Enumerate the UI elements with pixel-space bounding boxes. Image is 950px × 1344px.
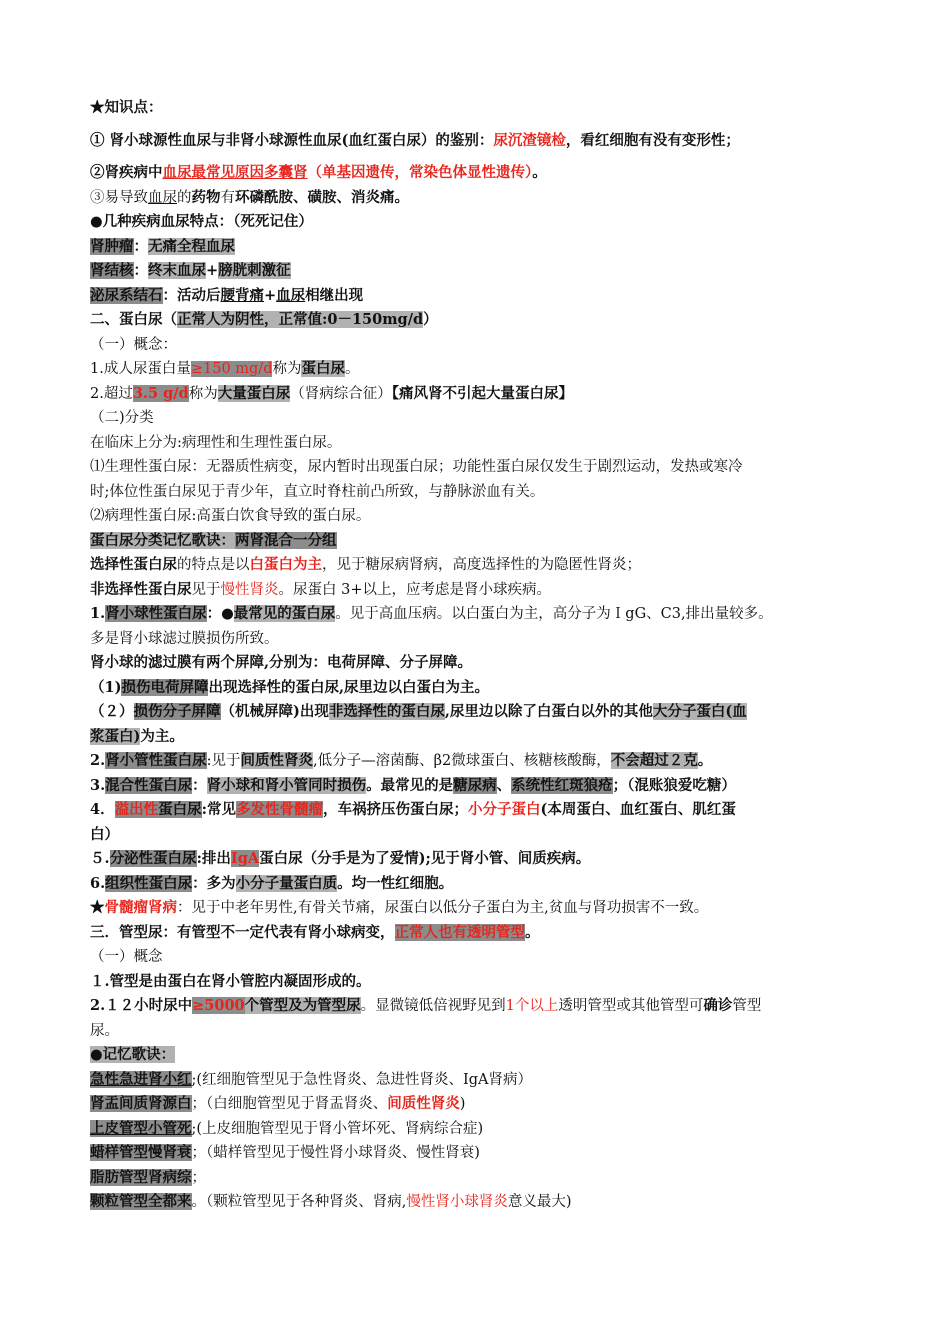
text-line — [90, 333, 870, 358]
text-run: 白） — [90, 825, 119, 843]
text-run: 慢性肾小球肾炎 — [406, 1194, 508, 1210]
text-run: 。 — [525, 923, 540, 941]
text-run: ： — [133, 262, 148, 279]
text-run: 非选择性蛋白尿 — [90, 580, 192, 598]
text-run: 有 — [220, 189, 235, 206]
text-line — [90, 1043, 870, 1068]
text-run: ≥150 mg/d — [190, 361, 273, 377]
text-run: 肾小球性蛋白尿 — [105, 605, 207, 622]
text-run: ；（混账狼爱吃糖） — [612, 776, 736, 794]
text-run: 骨髓瘤肾病 — [104, 899, 177, 916]
text-run: （1) — [90, 678, 122, 696]
text-line — [90, 896, 870, 921]
text-run: 溢出性 — [114, 801, 159, 818]
text-run: 的特点是以 — [177, 557, 250, 573]
text-run: 血尿最常见原因多囊肾 — [162, 164, 308, 181]
text-line — [90, 431, 870, 456]
text-run: ●几种疾病血尿特点：（死死记住） — [90, 213, 313, 230]
text-run: IgA — [230, 850, 260, 867]
text-run: 蛋白尿（分手是为了爱情);见于肾小管、间质疾病。 — [259, 850, 591, 867]
text-line — [90, 1092, 870, 1117]
text-run: ;(红细胞管型见于急性肾炎、急进性肾炎、IgA肾病） — [191, 1071, 533, 1088]
text-run: ；（白细胞管型见于肾盂肾炎、 — [191, 1096, 388, 1112]
text-line — [90, 1141, 870, 1166]
text-run: ：● — [206, 605, 234, 622]
text-line — [90, 480, 870, 505]
text-run: 最常见的蛋白尿 — [233, 605, 336, 622]
text-run: 2. — [90, 752, 106, 769]
text-run: ,尿里边以除了白蛋白以外的其他 — [444, 703, 653, 720]
text-run: ③易导致 — [90, 189, 148, 206]
text-line — [90, 578, 870, 603]
text-run: 管型 — [732, 998, 762, 1014]
text-run: ②肾疾病中 — [90, 164, 163, 181]
text-run: 大量蛋白尿 — [217, 384, 291, 402]
text-run: ★知识点： — [90, 99, 163, 116]
text-run: ;(上皮细胞管型见于肾小管坏死、肾病综合症) — [191, 1120, 484, 1137]
text-run: ① 肾小球源性血尿与非肾小球源性血尿(血红蛋白尿）的鉴别： — [90, 131, 494, 149]
text-run: 。（颗粒管型见于各种肾炎、肾病, — [191, 1194, 407, 1210]
text-run: 、 — [496, 776, 512, 794]
text-run: 泌尿系结石 — [90, 286, 163, 304]
text-line — [90, 945, 870, 970]
text-run: 1. — [90, 605, 106, 622]
text-run: 称为 — [272, 361, 302, 377]
text-run: 糖尿病 — [453, 776, 497, 794]
text-line — [90, 455, 870, 480]
text-run: 蜡样管型慢肾衰 — [90, 1144, 192, 1161]
text-run: 损伤分子屏障 — [133, 703, 221, 720]
text-run: ，看红细胞有没有变形性； — [565, 131, 740, 149]
text-run: 血尿 — [148, 189, 177, 206]
text-run: （２） — [90, 703, 134, 720]
text-line — [90, 725, 870, 750]
text-run: 尿沉渣镜检 — [493, 131, 566, 149]
text-line — [90, 676, 870, 701]
text-run: 混合性蛋白尿 — [105, 776, 193, 794]
text-run: 小分子量蛋白质 — [235, 874, 338, 892]
text-run: 1.成人尿蛋白量 — [90, 361, 191, 377]
text-run: 系统性红斑狼疮 — [511, 776, 613, 794]
text-run: ⑴生理性蛋白尿：无器质性病变，尿内暂时出现蛋白尿；功能性蛋白尿仅发生于剧烈运动，发热或寒冷 — [90, 459, 743, 475]
text-run: 称为 — [188, 385, 218, 402]
text-run: 肾小球的滤过膜有两个屏障,分别为：电荷屏障、分子屏障。 — [90, 654, 473, 671]
text-run: 相继出现 — [305, 286, 364, 304]
text-line — [90, 161, 870, 186]
text-line — [90, 1019, 870, 1044]
text-run: 2.１２小时尿中 — [90, 997, 193, 1014]
text-line — [90, 627, 870, 652]
text-line — [90, 186, 870, 211]
text-run: ：见于中老年男性,有骨关节痛，尿蛋白以低分子蛋白为主,贫血与肾功损害不一致。 — [177, 900, 709, 916]
text-run: 肾肿瘤 — [90, 237, 134, 255]
text-run: 分泌性蛋白尿 — [109, 850, 197, 867]
text-run: ≥5000 — [192, 997, 245, 1014]
text-run: 药物 — [191, 188, 221, 206]
text-run: 颗粒管型全都来 — [90, 1193, 192, 1210]
text-run: ： — [133, 237, 148, 255]
text-run: 环磷酰胺、磺胺、消炎痛。 — [235, 188, 409, 206]
text-run: 正常人也有透明管型 — [394, 923, 525, 941]
text-run: 为主。 — [140, 727, 184, 745]
text-run: （一）概念： — [90, 336, 177, 353]
text-line — [90, 284, 870, 309]
text-run: 【痛风肾不引起大量蛋白尿】 — [391, 384, 573, 402]
text-run: ： — [192, 776, 207, 794]
text-run: :常见 — [201, 801, 236, 818]
text-run: ：活动后 — [162, 286, 221, 304]
text-run: 二、蛋白尿（ — [90, 311, 177, 328]
text-run: 肾小管性蛋白尿 — [105, 752, 207, 769]
text-line — [90, 210, 870, 235]
text-line — [90, 96, 870, 121]
text-run: 肾小球和肾小管同时损伤 — [206, 776, 367, 794]
text-run: ，见于糖尿病肾病，高度选择性的为隐匿性肾炎； — [322, 557, 641, 573]
text-run: 终末血尿 — [148, 262, 206, 279]
text-run: 正常人为阴性，正常值:0－150mg/d — [177, 311, 424, 328]
text-run: 。最常见的是 — [366, 776, 454, 794]
text-run: + — [264, 286, 277, 304]
text-run: :排出 — [196, 850, 231, 867]
text-run: 大分子蛋白(血 — [652, 703, 747, 720]
text-line — [90, 382, 870, 407]
text-line — [90, 700, 870, 725]
text-run: ) — [459, 1096, 466, 1112]
text-run: 尿。 — [90, 1022, 119, 1039]
text-run: 间质性肾炎 — [240, 752, 314, 769]
text-run: 多发性骨髓瘤 — [235, 801, 323, 818]
text-run: （二)分类 — [90, 410, 154, 426]
text-line — [90, 406, 870, 431]
text-run: 在临床上分为:病理性和生理性蛋白尿。 — [90, 434, 342, 451]
text-line — [90, 504, 870, 529]
text-run: ：多为 — [192, 874, 236, 892]
text-run: 无痛全程血尿 — [148, 237, 235, 255]
text-run: 蛋白尿 — [301, 360, 345, 377]
text-line — [90, 994, 870, 1019]
text-line — [90, 129, 870, 154]
text-run: 两肾混合一分组 — [235, 531, 337, 549]
text-run: ，车祸挤压伤蛋白尿； — [322, 801, 468, 818]
text-line — [90, 823, 870, 848]
text-run: 间质性肾炎 — [387, 1095, 460, 1112]
text-run: 见于 — [191, 581, 221, 598]
text-run: 出现选择性的蛋白尿,尿里边以白蛋白为主。 — [208, 678, 489, 696]
text-line — [90, 798, 870, 823]
text-run: 损伤电荷屏障 — [121, 678, 209, 696]
text-run: 慢性肾炎 — [220, 581, 279, 598]
text-run: 组织性蛋白尿 — [105, 874, 193, 892]
text-run: １.管型是由蛋白在肾小管腔内凝固形成的。 — [90, 972, 371, 990]
text-run: 个管型及为管型尿 — [244, 997, 361, 1014]
text-line — [90, 1117, 870, 1142]
text-run: （单基因遗传，常染色体显性遗传） — [307, 164, 533, 181]
text-run: 。均一性红细胞。 — [337, 874, 454, 892]
text-run: 2.超过 — [90, 385, 133, 402]
text-line — [90, 847, 870, 872]
text-run: 。 — [697, 752, 713, 769]
text-line — [90, 970, 870, 995]
text-run: + — [206, 262, 219, 279]
text-run: 。显微镜低倍视野见到 — [360, 998, 506, 1014]
spacer — [90, 153, 870, 161]
text-run: 非选择性的蛋白尿 — [328, 703, 445, 720]
text-line — [90, 921, 870, 946]
text-line — [90, 357, 870, 382]
text-line — [90, 553, 870, 578]
text-line — [90, 235, 870, 260]
text-run: 。 — [344, 361, 360, 377]
text-run: 。尿蛋白 3+以上，应考虑是肾小球疾病。 — [278, 581, 551, 598]
text-run: 4． — [90, 801, 115, 818]
text-line — [90, 1166, 870, 1191]
text-run: 6. — [90, 874, 106, 892]
text-run: 蛋白尿分类记忆歌诀： — [90, 531, 235, 549]
text-line — [90, 651, 870, 676]
text-run: ★ — [90, 899, 105, 916]
text-run: 1个以上 — [505, 998, 559, 1014]
text-run: 3. — [90, 776, 106, 794]
text-run: ⑵病理性蛋白尿:高蛋白饮食导致的蛋白尿。 — [90, 508, 371, 524]
text-run: ； — [191, 1169, 206, 1186]
text-line — [90, 1190, 870, 1215]
text-run: 急性急进肾小红 — [90, 1070, 192, 1088]
text-run: 时;体位性蛋白尿见于青少年，直立时脊柱前凸所致，与静脉淤血有关。 — [90, 483, 545, 500]
text-run: 白蛋白为主 — [249, 556, 322, 573]
text-run: 血尿 — [276, 286, 306, 304]
text-run: ,低分子—溶菌酶、β2微球蛋白、核糖核酸酶， — [313, 753, 611, 769]
text-line — [90, 259, 870, 284]
text-run: ●记忆歌诀： — [90, 1046, 176, 1063]
text-run: 浆蛋白) — [90, 727, 141, 745]
text-run: 的 — [177, 189, 192, 206]
text-run: ；（蜡样管型见于慢性肾小球肾炎、慢性肾衰) — [191, 1145, 480, 1161]
text-run: ） — [423, 311, 438, 328]
text-run: （肾病综合征） — [290, 385, 392, 402]
text-line — [90, 774, 870, 799]
text-line — [90, 602, 870, 627]
text-run: 膀胱刺激征 — [218, 262, 291, 279]
text-run: 蛋白尿 — [158, 801, 202, 818]
text-run: 3.5 g/d — [132, 384, 189, 402]
text-run: 脂肪管型肾病综 — [90, 1168, 192, 1186]
text-run: 选择性蛋白尿 — [90, 556, 177, 573]
text-run: 确诊 — [703, 997, 733, 1014]
text-run: 腰背痛 — [220, 286, 264, 304]
text-run: 肾结核 — [90, 262, 134, 279]
text-run: 上皮管型小管死 — [90, 1119, 192, 1137]
text-line — [90, 529, 870, 554]
text-run: 透明管型或其他管型可 — [558, 998, 704, 1014]
text-run: （机械屏障)出现 — [220, 703, 329, 720]
text-run: （一）概念 — [90, 949, 163, 965]
text-run: 不会超过２克 — [610, 752, 698, 769]
text-line — [90, 749, 870, 774]
text-run: 多是肾小球滤过膜损伤所致。 — [90, 630, 279, 647]
text-run: 肾盂间质肾源白 — [90, 1095, 192, 1112]
text-run: :见于 — [206, 753, 241, 769]
text-line — [90, 872, 870, 897]
text-line — [90, 308, 870, 333]
text-run: (本周蛋白、血红蛋白、肌红蛋 — [540, 801, 736, 818]
text-run: 。见于高血压病。以白蛋白为主，高分子为ＩgG、C3,排出量较多。 — [335, 606, 773, 622]
spacer — [90, 121, 870, 129]
text-line — [90, 1068, 870, 1093]
text-run: 。 — [532, 164, 547, 181]
text-run: 小分子蛋白 — [467, 801, 541, 818]
text-run: 三．管型尿：有管型不一定代表有肾小球病变， — [90, 923, 395, 941]
document-body — [90, 96, 870, 1215]
text-run: ５. — [90, 850, 110, 867]
text-run: 意义最大) — [507, 1194, 572, 1210]
